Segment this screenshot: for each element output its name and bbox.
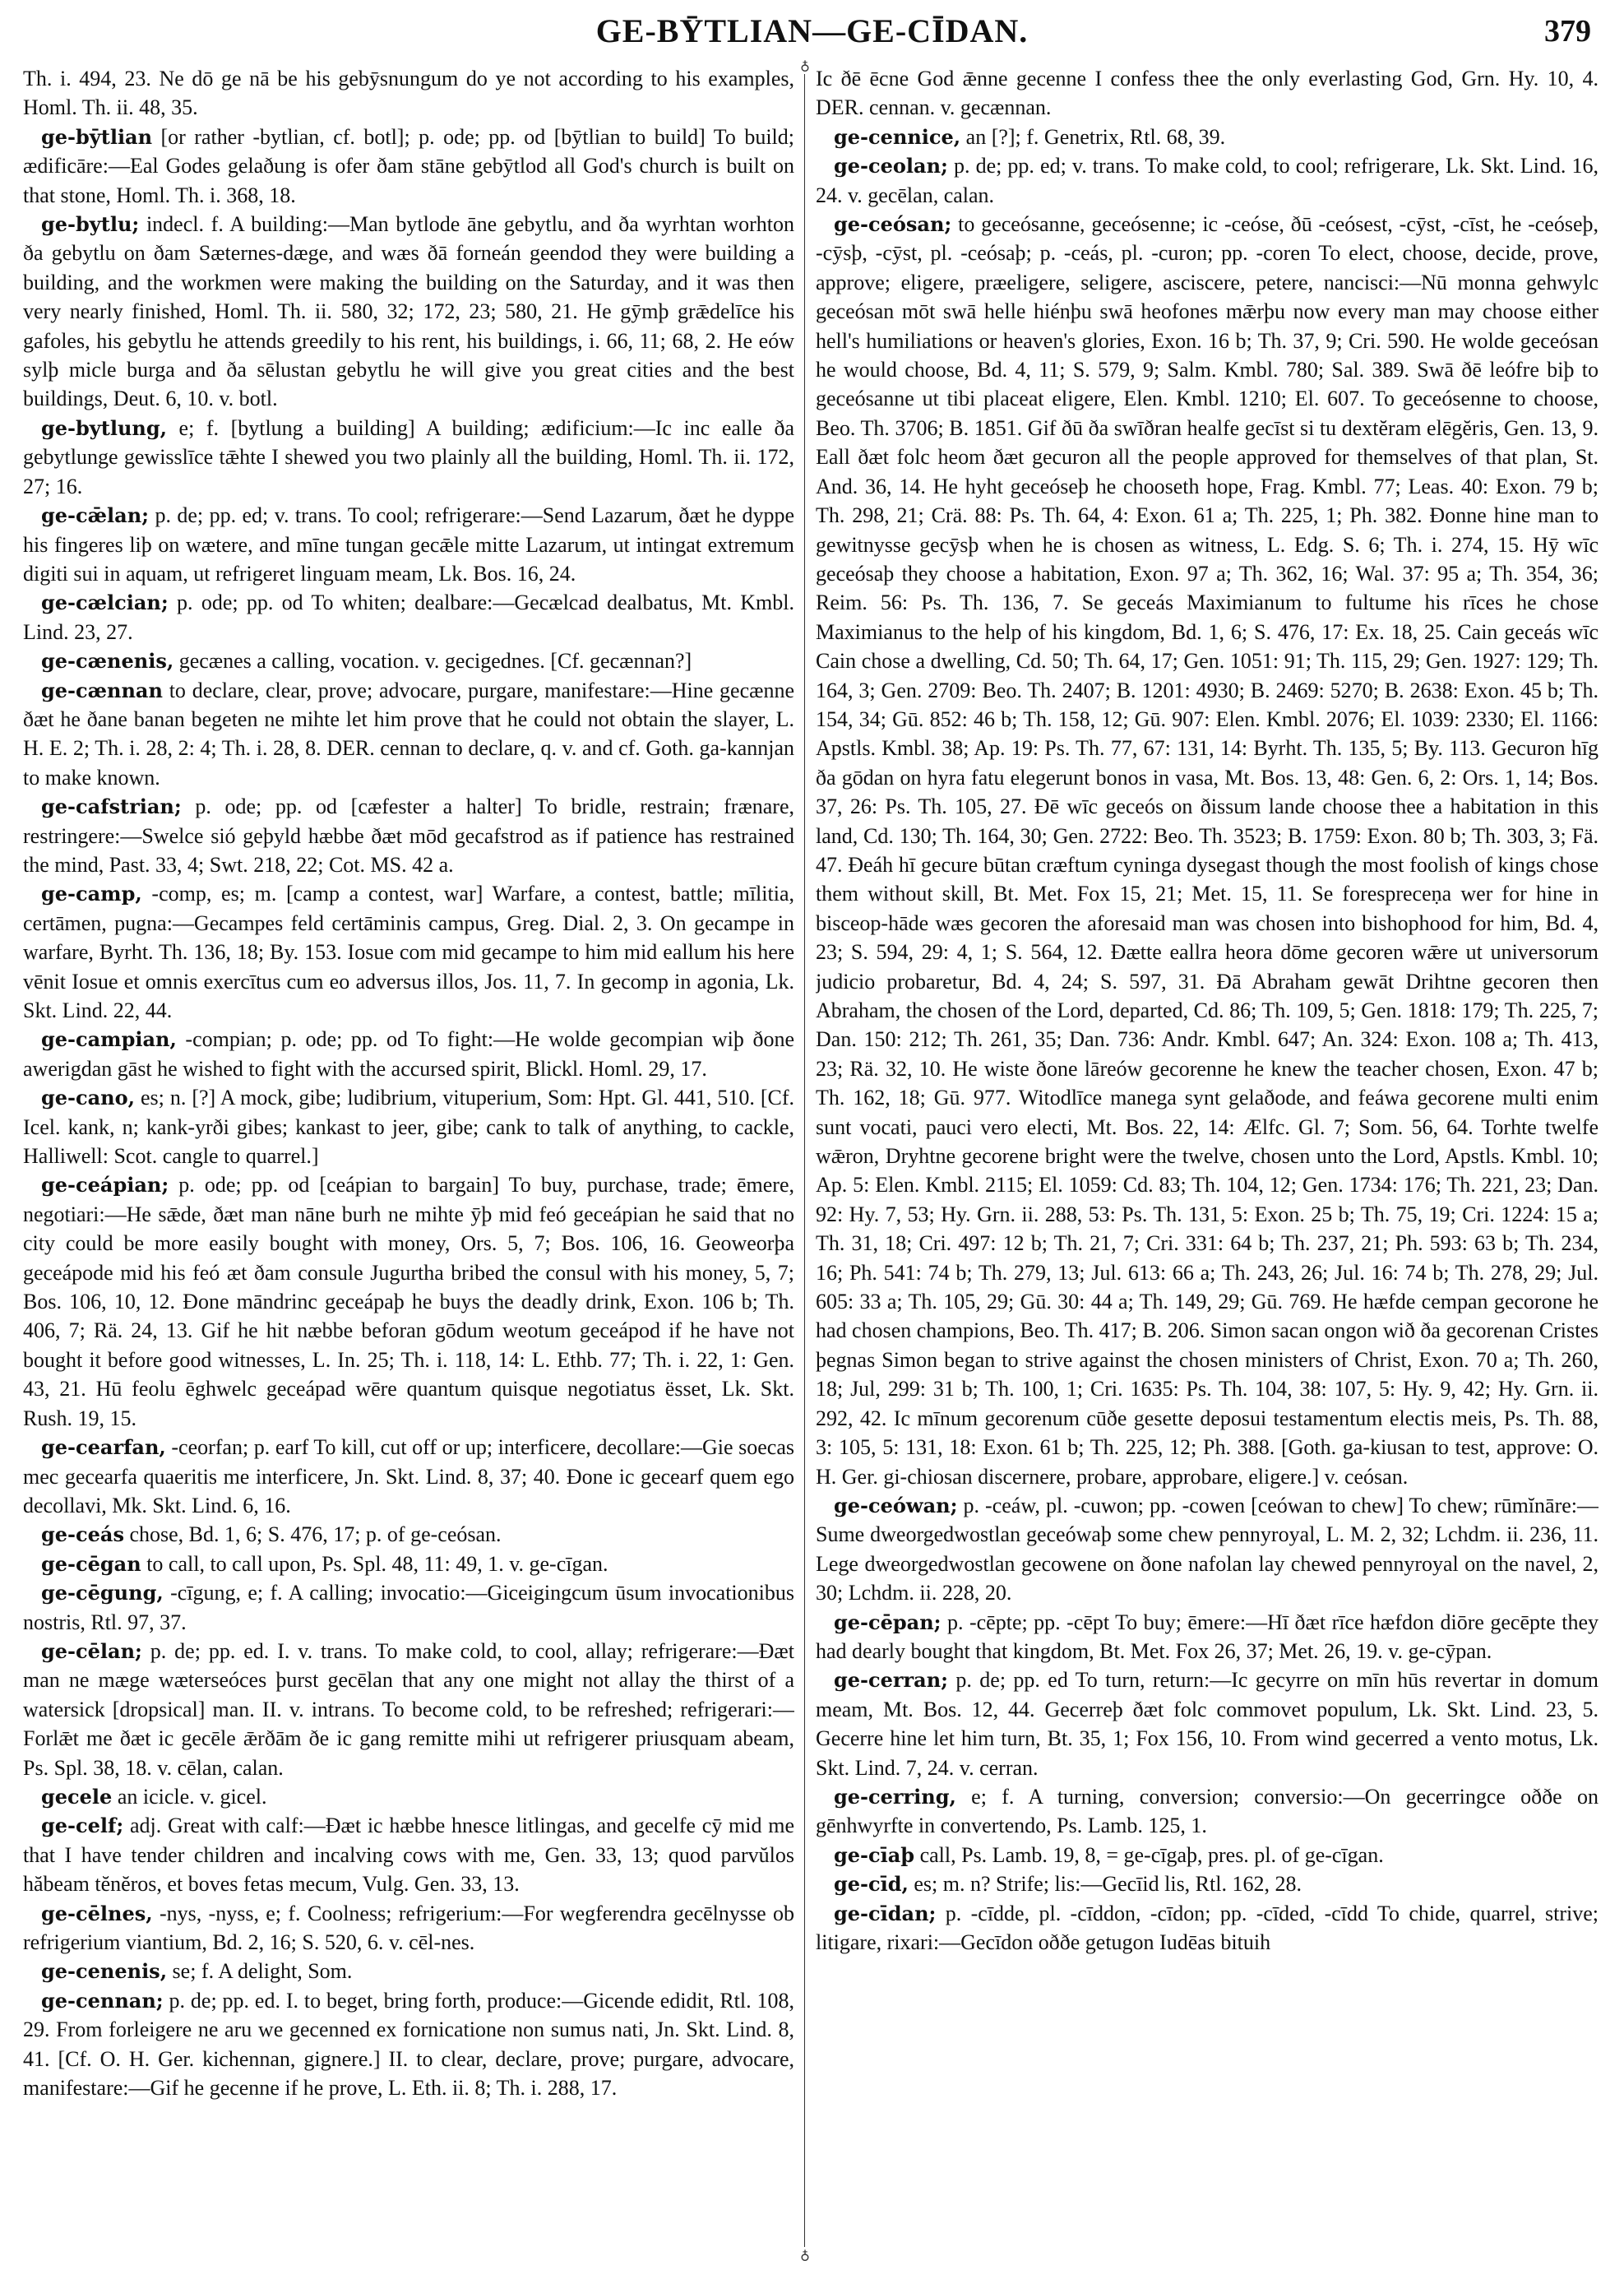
entry-text: es; m. n? Strife; lis:—Gecīid lis, Rtl. 162, 28. [908, 1872, 1302, 1897]
dictionary-entry [23, 210, 794, 414]
entry-text: es; n. [?] A mock, gibe; ludibrium, vituperium, Som: Hpt. Gl. 441, 510. [Cf. Icel. kank, n; kank-yrði gibes; kankast to jeer, gibe; cank to talk of anything, to cackle, Halliwell: Scot. cangle to quarrel.] [23, 1086, 794, 1169]
entry-text: p. -cīdde, pl. -cīddon, -cīdon; pp. -cīded, -cīdd To chide, quarrel, strive; litigare, rixari:—Gecīdon oððe getugon Iudēas bituih [816, 1901, 1599, 1954]
entry-text: p. de; pp. ed; v. trans. To make cold, to cool; refrigerare, Lk. Skt. Lind. 16, 24. v. gecēlan, calan. [816, 154, 1599, 207]
entry-text: an [?]; f. Genetrix, Rtl. 68, 39. [960, 124, 1226, 149]
headword: ge-cafstrian; [41, 794, 182, 819]
entry-text: p. de; pp. ed; v. trans. To cool; refrigerare:—Send Lazarum, ðæt he dyppe his fingeres liþ on wætere, and mīne tungan gecǣle mitte Lazarum, ut intingat extremum digiti sui in aquam, ut refrigeret linguam meam, Lk. Bos. 16, 24. [23, 503, 794, 586]
entry-text: -ceorfan; p. earf To kill, cut off or up; interficere, decollare:—Gie soecas mec gecearfa quaeritis me interficere, Jn. Skt. Lind. 8, 37; 40. Ðone ic gecearf quem ego decollavi, Mk. Skt. Lind. 6, 16. [23, 1435, 794, 1517]
entry-text: e; f. A turning, conversion; conversio:—On gecerringce oððe on gēnhwyrfte in convertendo, Ps. Lamb. 125, 1. [816, 1784, 1599, 1838]
entry-text: -nys, -nyss, e; f. Coolness; refrigerium:—For wegferendra gecēlnysse ob refrigerium viantium, Bd. 2, 16; S. 520, 6. v. cēl-nes. [23, 1901, 794, 1954]
entry-text: adj. Great with calf:—Ðæt ic hæbbe hnesce litlingas, and gecelfe cȳ mid me that I have tender children and incalving cows with me, Gen. 33, 13; quod parvŭlos hăbeam tĕnĕros, et boves fetas mecum, Vulg. Gen. 33, 13. [23, 1814, 794, 1897]
page-header [0, 12, 1624, 58]
headword: ge-celf; [41, 1814, 124, 1838]
headword: ge-cearfan, [41, 1435, 166, 1460]
dictionary-entry [816, 1608, 1599, 1666]
entry-text: p. ode; pp. od [ceápian to bargain] To buy, purchase, trade; ēmere, negotiari:—He sǣde, ðæt man nāne burh ne mihte ȳþ mid feó geceápian he said that no city could be more easily bought with money, Ors. 5, 7; Bos. 106, 16. Geoweorþa geceápode mid his feó æt ðam consule Jugurtha bribed the consul with his money, 5, 7; Bos. 106, 10, 12. Ðone māndrinc geceápaþ he buys the deadly drink, Exon. 106 b; Th. 406, 7; Rä. 24, 13. Gif he hit næbbe beforan gōdum weotum geceápod if he have not bought it before good witnesses, L. In. 25; Th. i. 118, 14: L. Ethb. 77; Th. i. 22, 1: Gen. 43, 21. Hū feolu ēghwelc geceápad wēre quantum quisque negotiatus ësset, Lk. Skt. Rush. 19, 15. [23, 1173, 794, 1430]
dictionary-entry [23, 646, 794, 675]
divider-ornament-icon: ♁ [798, 2247, 812, 2263]
dictionary-entry [23, 1520, 794, 1549]
dictionary-entry [23, 1811, 794, 1898]
headword: ge-bytlung, [41, 415, 167, 440]
dictionary-entry [816, 1899, 1599, 1957]
headword: ge-cænnan [41, 678, 163, 702]
dictionary-entry [23, 1170, 794, 1433]
dictionary-entry [816, 1665, 1599, 1782]
entry-text: -compian; p. ode; pp. od To fight:—He wolde gecompian wiþ ðone awerigdan gāst he wished to fight with the accursed spirit, Blickl. Homl. 29, 17. [23, 1027, 794, 1081]
dictionary-entry [23, 792, 794, 879]
entry-text: call, Ps. Lamb. 19, 8, = ge-cīgaþ, pres. pl. of ge-cīgan. [914, 1842, 1384, 1867]
headword: ge-camp, [41, 882, 142, 906]
dictionary-entry [816, 1869, 1599, 1898]
dictionary-entry [23, 1433, 794, 1520]
entry-text: to declare, clear, prove; advocare, purgare, manifestare:—Hine gecænne ðæt he ðane banan begeten ne mihte let him prove that he could not obtain the slayer, L. H. E. 2; Th. i. 28, 2: 4; Th. i. 28, 8. DER. cennan to declare, q. v. and cf. Goth. ga-kannjan to make known. [23, 678, 794, 790]
headword: ge-ceolan; [834, 154, 948, 178]
headword: ge-cēpan; [834, 1610, 942, 1634]
dictionary-entry [23, 1899, 794, 1957]
column-divider [804, 64, 805, 2252]
dictionary-entry [23, 1083, 794, 1170]
headword: ge-ceósan; [834, 212, 952, 237]
entry-text: e; f. [bytlung a building] A building; ædificium:—Ic inc ealle ða gebytlunge gewisslīce tǣhte I shewed you two plainly all the building, Homl. Th. ii. 172, 27; 16. [23, 415, 794, 498]
dictionary-entry [816, 1841, 1599, 1869]
headword: ge-cēlnes, [41, 1901, 153, 1925]
entry-text: p. -cēpte; pp. -cēpt To buy; ēmere:—Hī ðæt rīce hæfdon diōre gecēpte they had dearly bought that kingdom, Bt. Met. Fox 26, 37; Met. 26, 19. v. ge-cȳpan. [816, 1610, 1599, 1663]
entry-text: [or rather -bytlian, cf. botl]; p. ode; pp. od [bȳtlian to build] To build; ædificāre:—Eal Godes gelaðung is ofer ðam stāne gebȳtlod all God's church is built on that stone, Homl. Th. i. 368, 18. [23, 124, 794, 207]
dictionary-entry [23, 1550, 794, 1578]
headword: ge-cerring, [834, 1784, 956, 1809]
headword: ge-cēlan; [41, 1638, 142, 1663]
dictionary-entry [23, 1637, 794, 1782]
dictionary-entry [816, 64, 1599, 123]
entry-text: an icicle. v. gicel. [112, 1784, 267, 1809]
headword: ge-cænenis, [41, 649, 174, 674]
entry-text: Ic ðē ēcne God ǣnne gecenne I confess thee the only everlasting God, Grn. Hy. 10, 4. DER. cennan. v. gecænnan. [816, 67, 1599, 120]
dictionary-entry [23, 1578, 794, 1637]
right-column [816, 64, 1599, 2260]
headword: ge-cǣlan; [41, 503, 150, 528]
headword: ge-cēgung, [41, 1581, 164, 1605]
headword: ge-ceás [41, 1522, 124, 1547]
dictionary-entry [23, 879, 794, 1025]
dictionary-entry [23, 501, 794, 588]
headword: ge-ceówan; [834, 1493, 958, 1517]
entry-text: -cīgung, e; f. A calling; invocatio:—Giceigingcum ūsum invocationibus nostris, Rtl. 97, 37. [23, 1581, 794, 1634]
headword: gecele [41, 1784, 113, 1809]
entry-text: p. de; pp. ed. I. to beget, bring forth, produce:—Gicende edidit, Rtl. 108, 29. From forleigere ne aru we gecenned ex fornicatione non sumus nati, Jn. Skt. Lind. 8, 41. [Cf. O. H. Ger. kichennan, gignere.] II. to clear, declare, prove; purgare, advocare, manifestare:—Gif he gecenne if he prove, L. Eth. ii. 8; Th. i. 288, 17. [23, 1988, 794, 2101]
page-number: 379 [1544, 14, 1591, 49]
dictionary-entry [23, 64, 794, 123]
dictionary-entry [816, 1782, 1599, 1841]
entry-text: chose, Bd. 1, 6; S. 476, 17; p. of ge-ceósan. [123, 1522, 502, 1547]
headword: ge-bȳtlian [41, 124, 153, 149]
entry-text: gecænes a calling, vocation. v. gecigednes. [Cf. gecænnan?] [174, 649, 692, 674]
headword: ge-bytlu; [41, 212, 140, 237]
dictionary-entry [23, 1957, 794, 1985]
dictionary-entry [816, 210, 1599, 1491]
entry-text: to call, to call upon, Ps. Spl. 48, 11: 49, 1. v. ge-cīgan. [141, 1551, 608, 1576]
headword: ge-ceápian; [41, 1173, 169, 1198]
headword: ge-cīaþ [834, 1842, 915, 1867]
divider-ornament-icon: ♁ [798, 58, 812, 74]
headword: ge-cano, [41, 1086, 135, 1110]
headword: ge-cennice, [834, 124, 961, 149]
headword: ge-cennan; [41, 1988, 164, 2013]
headword: ge-cenenis, [41, 1959, 168, 1984]
headword: ge-cælcian; [41, 591, 169, 615]
headword: ge-cīdan; [834, 1901, 937, 1925]
entry-text: p. ode; pp. od [cæfester a halter] To bridle, restrain; frænare, restringere:—Swelce sió geþyld hæbbe ðæt mōd gecafstrod as if patience has restrained the mind, Past. 33, 4; Swt. 218, 22; Cot. MS. 42 a. [23, 794, 794, 877]
entry-text: to geceósanne, geceósenne; ic -ceóse, ðū -ceósest, -cȳst, -cīst, he -ceóseþ, -cȳsþ, -cȳst, pl. -ceósaþ; p. -ceás, pl. -curon; pp. -coren To elect, choose, decide, prove, approve; eligere, præeligere, seligere, asciscere, petere, nancisci:—Nū monna gehwylc geceósan mōt swā helle hiénþu swā heofones mǣrþu now every man may choose either hell's humiliations or heaven's glories, Exon. 16 b; Th. 37, 9; Cri. 590. He wolde geceósan he would choose, Bd. 4, 11; S. 579, 9; Salm. Kmbl. 780; Sal. 389. Swā ðē leófre biþ to geceósanne ut tibi placeat eligere, Elen. Kmbl. 1210; El. 607. To geceósenne to choose, Beo. Th. 3706; B. 1851. Gif ðū ða swīðran healfe gecīst si tu dextĕram elēgĕris, Gen. 13, 9. Eall ðæt folc heom ðæt gecuron all the people approved for themselves of that plan, St. And. 36, 14. He hyht geceóseþ he chooseth hope, Frag. Kmbl. 77; Leas. 40: Exon. 79 b; Th. 298, 21; Crä. 88: Ps. Th. 64, 4: Exon. 61 a; Th. 225, 1; Ph. 382. Ðonne hine man to gewitnysse gecȳsþ when he is chosen as witness, L. Edg. S. 6; Th. i. 274, 15. Hȳ wīc geceósaþ they choose a habitation, Exon. 97 a; Th. 362, 16; Wal. 37: 95 a; Th. 354, 36; Reim. 56: Ps. Th. 136, 7. Se geceás Maximianum to fultume his rīces he chose Maximianus to the help of his kingdom, Bd. 1, 6; S. 476, 17: Ex. 18, 25. Cain geceás wīc Cain chose a dwelling, Cd. 50; Th. 64, 17; Gen. 1051: 91; Th. 115, 29; Gen. 1927: 129; Th. 164, 3; Gen. 2709: Beo. Th. 2407; B. 1201: 4930; B. 2469: 5270; B. 2638: Exon. 45 b; Th. 154, 34; Gū. 852: 46 b; Th. 158, 12; Gū. 907: Elen. Kmbl. 2076; El. 1039: 2330; El. 1166: Apstls. Kmbl. 38; Ap. 19: Ps. Th. 77, 67: 131, 14: Byrht. Th. 135, 5; By. 113. Gecuron hīg ða gōdan on hyra fatu elegerunt bonos in vasa, Mt. Bos. 13, 48: Gen. 6, 2: Ors. 1, 14; Bos. 37, 26: Ps. Th. 105, 27. Ðē wīc geceós on ðissum lande choose thee a habitation in this land, Cd. 130; Th. 164, 30; Gen. 2722: Beo. Th. 3523; B. 1759: Exon. 80 b; Th. 303, 3; Fä. 47. Ðeáh hī gecure būtan cræftum cyninga dysegast though the most foolish of kings chose them without skill, Bt. Met. Fox 15, 21; Met. 15, 11. Se forespreceṇa wer for hine in bisceop-hāde wæs gecoren the aforesaid man was chosen into bishophood for him, Bd. 4, 23; S. 594, 29: 4, 1; S. 564, 12. Ðætte eallra heora dōme gecoren wǣre ut universorum judicio probaretur, Bd. 4, 24; S. 597, 31. Ðā Abraham gewāt Drihtne gecoren then Abraham, the chosen of the Lord, departed, Cd. 86; Th. 109, 5; Gen. 1818: 179; Th. 225, 7; Dan. 150: 212; Th. 261, 35; Dan. 736: Andr. Kmbl. 647; An. 324: Exon. 108 a; Th. 413, 23; Rä. 32, 10. He wiste ðone lāreów gecorenne he knew the teacher chosen, Exon. 47 b; Th. 162, 18; Gū. 977. Witodlīce manega synt gelaðode, and feáwa gecorene multi enim sunt vocati, pauci vero electi, Mt. Bos. 22, 14: Ælfc. Gl. 7; Som. 56, 64. Torhte twelfe wǣron, Dryhtne gecorene bright were the twelve, chosen unto the Lord, Apstls. Kmbl. 10; Ap. 5: Elen. Kmbl. 2115; El. 1059: Cd. 83; Th. 104, 12; Gen. 1734: 176; Th. 221, 23; Dan. 92: Hy. 7, 53; Hy. Grn. ii. 288, 53: Ps. Th. 131, 5: Exon. 25 b; Th. 75, 19; Cri. 1224: 15 a; Th. 31, 18; Cri. 497: 12 b; Th. 21, 7; Cri. 331: 64 b; Th. 237, 21; Ph. 593: 63 b; Th. 234, 16; Ph. 541: 74 b; Th. 279, 13; Jul. 613: 66 a; Th. 243, 26; Jul. 16: 74 b; Th. 278, 29; Jul. 605: 33 a; Th. 105, 29; Gū. 30: 44 a; Th. 149, 29; Gū. 769. He hæfde cempan gecorone he had chosen champions, Beo. Th. 417; B. 206. Simon sacan ongon wið ða gecorenan Cristes þegnas Simon began to strive against the chosen ministers of Christ, Exon. 70 a; Th. 260, 18; Jul, 299: 31 b; Th. 100, 1; Cri. 1635: Ps. Th. 104, 38: 107, 5: Hy. 9, 42; Hy. Grn. ii. 292, 42. Ic mīnum gecorenum cūðe gesette deposui testamentum electis meis, Ps. Th. 88, 3: 105, 5: 131, 18: Exon. 61 b; Th. 225, 12; Ph. 388. [Goth. ga-kiusan to test, approve: O. H. Ger. gi-chiosan discernere, probare, approbare, eligere.] v. ceósan. [816, 212, 1599, 1489]
entry-text: -comp, es; m. [camp a contest, war] Warfare, a contest, battle; mīlitia, certāmen, pugna:—Gecampes feld certāminis campus, Greg. Dial. 2, 3. On gecampe in warfare, Byrht. Th. 136, 18; By. 153. Iosue com mid gecampe to him mid eallum his here vēnit Iosue et omnis exercītus cum eo adversus illos, Jos. 11, 7. In gecomp in agonia, Lk. Skt. Lind. 22, 44. [23, 882, 794, 1022]
dictionary-entry [23, 588, 794, 646]
dictionary-entry [23, 676, 794, 793]
entry-text: p. -ceáw, pl. -cuwon; pp. -cowen [ceówan to chew] To chew; rūmĭnāre:—Sume dweorgedwostlan geceówaþ some chew pennyroyal, L. M. 2, 32; Lchdm. ii. 236, 11. Lege dweorgedwostlan gecowene on ðone nafolan lay chewed pennyroyal on the navel, 2, 30; Lchdm. ii. 228, 20. [816, 1493, 1599, 1605]
dictionary-entry [816, 151, 1599, 210]
dictionary-entry [23, 414, 794, 501]
headword: ge-cīd, [834, 1872, 909, 1897]
entry-text: indecl. f. A building:—Man bytlode āne gebytlu, and ða wyrhtan worhton ða gebytlu on ðam Sæternes-dæge, and wæs ðā forneán geendod they were building a building, and the workmen were making the building on the Saturday, and it was then very nearly finished, Homl. Th. ii. 580, 32; 172, 23; 580, 21. He gȳmþ grǣdelīce his gafoles, his gebytlu he attends greedily to his rent, his buildings, i. 66, 11; 68, 2. He eów sylþ micle burga and ða sēlustan gebytlu he will give you great cities and the best buildings, Deut. 6, 10. v. botl. [23, 212, 794, 411]
dictionary-entry [23, 123, 794, 210]
dictionary-entry [816, 1491, 1599, 1608]
dictionary-entry [23, 1025, 794, 1083]
running-head: GE-BȲTLIAN—GE-CĪDAN. [595, 12, 1029, 49]
dictionary-entry [23, 1782, 794, 1811]
entry-text: se; f. A delight, Som. [167, 1959, 353, 1984]
headword: ge-campian, [41, 1027, 177, 1052]
left-column [23, 64, 794, 2260]
dictionary-entry [23, 1986, 794, 2103]
entry-text: p. de; pp. ed To turn, return:—Ic gecyrre on mīn hūs revertar in domum meam, Mt. Bos. 12, 44. Gecerreþ ðæt folc commovet populum, Lk. Skt. Lind. 23, 5. Gecerre hine let him turn, Bt. 35, 1; Fox 156, 10. From wind gecerred a vento motus, Lk. Skt. Lind. 7, 24. v. cerran. [816, 1668, 1599, 1780]
dictionary-entry [816, 123, 1599, 151]
entry-text: p. ode; pp. od To whiten; dealbare:—Gecælcad dealbatus, Mt. Kmbl. Lind. 23, 27. [23, 591, 794, 644]
headword: ge-cerran; [834, 1668, 949, 1693]
entry-text: Th. i. 494, 23. Ne dō ge nā be his gebȳsnungum do ye not according to his examples, Homl. Th. ii. 48, 35. [23, 67, 794, 120]
entry-text: p. de; pp. ed. I. v. trans. To make cold, to cool, allay; refrigerare:—Ðæt man ne mæge wæterseóces þurst gecēlan that any one might not allay the thirst of a watersick [dropsical] man. II. v. intrans. To become cold, to be refreshed; refrigerari:—Forlǣt me ðæt ic gecēle ǣrðām ðe ic gang remitte mihi ut refrigerer priusquam abeam, Ps. Spl. 38, 18. v. cēlan, calan. [23, 1638, 794, 1780]
headword: ge-cēgan [41, 1551, 141, 1576]
